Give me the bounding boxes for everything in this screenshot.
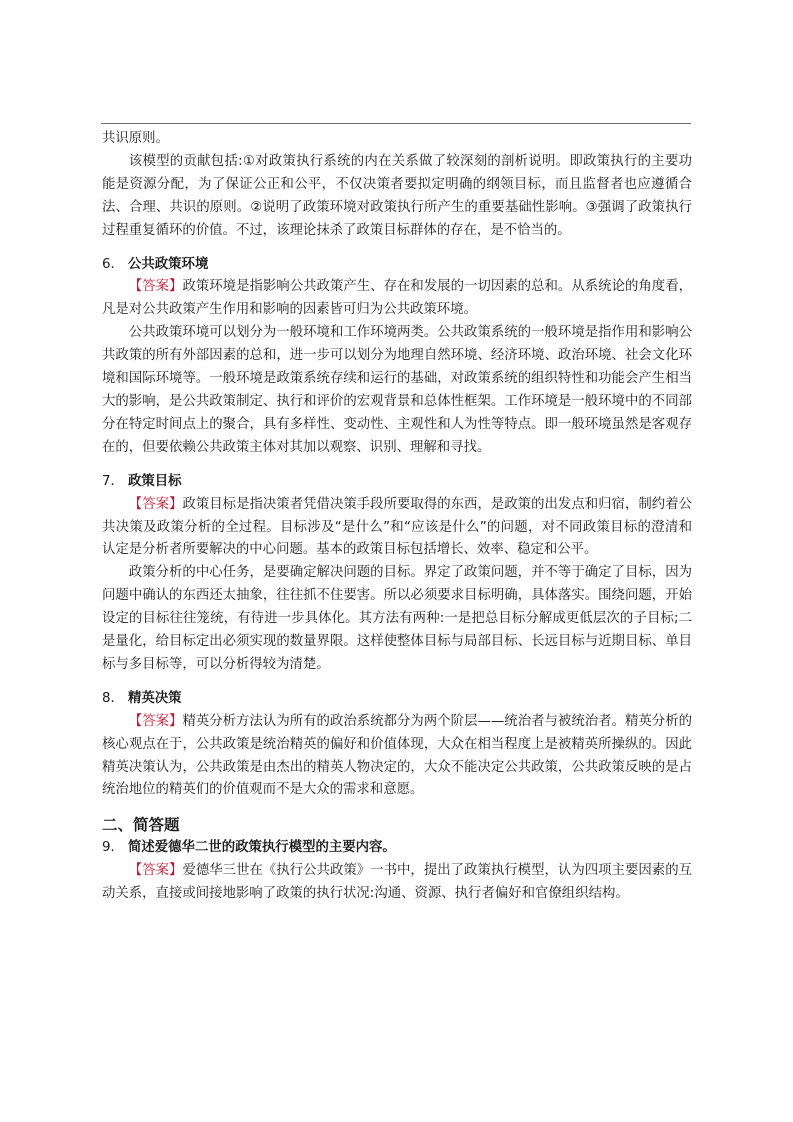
question-8-heading — [102, 688, 692, 711]
answer-6-paragraph: 公共政策环境可以划分为一般环境和工作环境两类。公共政策系统的一般环境是指作用和影响公共政策的所有外部因素的总和，进一步可以划分为地理自然环境、经济环境、政治环境、社会文化环境和国际环境等。一般环境是政策系统存续和运行的基础，对政策系统的组织特性和功能会产生相当大的影响，是公共政策制定、执行和评价的宏观背景和总体性框架。工作环境是一般环境中的不同部分在特定时间点上的聚合，具有多样性、变动性、主观性和人为性等特点。即一般环境虽然是客观存在的，但要依赖公共政策主体对其加以观察、识别、理解和寻找。 — [102, 325, 692, 455]
intro-line: 共识原则。 — [102, 131, 169, 146]
answer-7 — [102, 494, 692, 563]
question-title: 精英决策 — [128, 690, 182, 706]
question-title: 简述爱德华二世的政策执行模型的主要内容。 — [128, 840, 396, 856]
answer-label: 【答案】 — [128, 279, 183, 295]
question-number: 8． — [102, 690, 124, 706]
question-number: 9． — [102, 840, 124, 856]
intro-paragraph: 该模型的贡献包括:①对政策执行系统的内在关系做了较深刻的剖析说明。即政策执行的主要功能是资源分配，为了保证公正和公平，不仅决策者要拟定明确的纲领目标，而且监督者也应遵循合法、合理、共识的原则。②说明了政策环境对政策执行所产生的重要基础性影响。③强调了政策执行过程重复循环的价值。不过，该理论抹杀了政策目标群体的存在，是不恰当的。 — [102, 153, 692, 238]
answer-label: 【答案】 — [128, 496, 183, 512]
section-heading: 二、简答题 — [102, 816, 180, 835]
header-rule — [101, 123, 691, 124]
answer-6 — [102, 276, 692, 322]
question-number: 7． — [102, 473, 124, 489]
document-body — [102, 128, 692, 906]
question-number: 6． — [102, 256, 124, 272]
answer-label: 【答案】 — [128, 713, 183, 729]
answer-7-paragraph: 政策分析的中心任务，是要确定解决问题的目标。界定了政策问题，并不等于确定了目标，因为问题中确认的东西还太抽象，往往抓不住要害。所以必须要求目标明确，具体落实。围绕问题，开始设定的目标往往笼统，有待进一步具体化。其方法有两种:一是把总目标分解成更低层次的子目标;二是量化，给目标定出必须实现的数量界限。这样使整体目标与局部目标、长远目标与近期目标、单目标与多目标等，可以分析得较为清楚。 — [102, 565, 692, 672]
answer-text: 政策目标是指决策者凭借决策手段所要取得的东西，是政策的出发点和归宿，制约着公共决策及政策分析的全过程。目标涉及“是什么”和“应该是什么”的问题，对不同政策目标的澄清和认定是分析者所要解决的中心问题。基本的政策目标包括增长、效率、稳定和公平。 — [102, 496, 692, 558]
question-title: 政策目标 — [128, 473, 182, 489]
answer-text: 政策环境是指影响公共政策产生、存在和发展的一切因素的总和。从系统论的角度看，凡是对公共政策产生作用和影响的因素皆可归为公共政策环境。 — [102, 279, 692, 318]
answer-9 — [102, 860, 692, 906]
answer-8 — [102, 711, 692, 803]
answer-text: 爱德华三世在《执行公共政策》一书中，提出了政策执行模型，认为四项主要因素的互动关系，直接或间接地影响了政策的执行状况:沟通、资源、执行者偏好和官僚组织结构。 — [102, 863, 692, 902]
question-7-heading — [102, 471, 692, 494]
question-9-heading — [102, 837, 692, 860]
answer-label: 【答案】 — [128, 863, 183, 879]
question-title: 公共政策环境 — [128, 256, 209, 272]
answer-text: 精英分析方法认为所有的政治系统都分为两个阶层——统治者与被统治者。精英分析的核心观点在于，公共政策是统治精英的偏好和价值体现，大众在相当程度上是被精英所操纵的。因此精英决策认为，公共政策是由杰出的精英人物决定的，大众不能决定公共政策，公共政策反映的是占统治地位的精英们的价值观而不是大众的需求和意愿。 — [102, 713, 693, 798]
question-6-heading — [102, 254, 692, 277]
